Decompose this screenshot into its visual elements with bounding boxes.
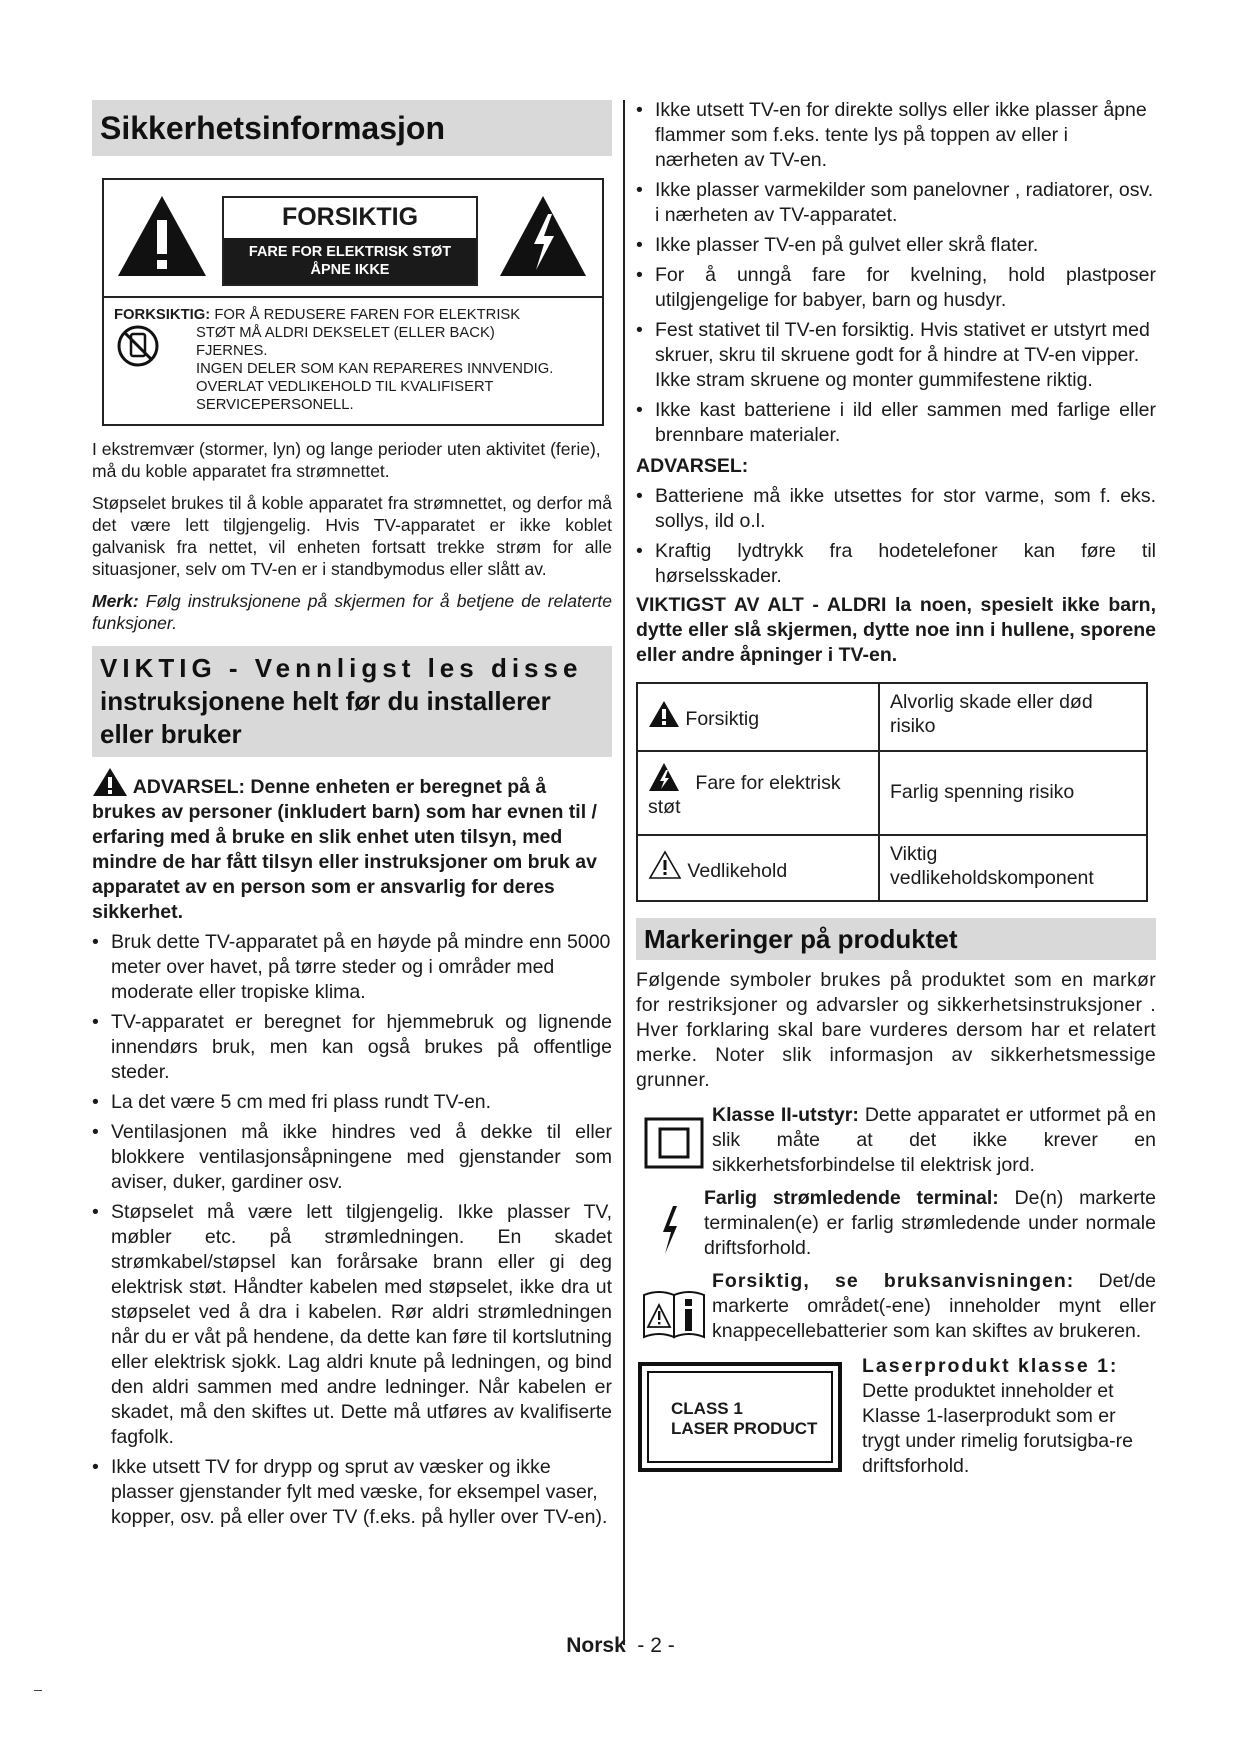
- list-item: • Ikke plasser TV-en på gulvet eller skrå flater.: [636, 233, 1156, 258]
- list-item: • Ikke kast batteriene i ild eller sammen med farlige eller brennbare materialer.: [636, 398, 1156, 448]
- table-cell: [880, 836, 1146, 900]
- list-item: • Ikke utsett TV-en for direkte sollys eller ikke plasser åpne flammer som f.eks. tente lys på toppen av eller i nærheten av TV-en.: [636, 98, 1156, 173]
- laser-label-box: [638, 1362, 842, 1472]
- edge-mark: [34, 1690, 42, 1691]
- table-row: [638, 834, 1146, 900]
- table-cell-text: Forsiktig: [685, 708, 760, 730]
- plug-paragraph: Støpselet brukes til å koble apparatet fra strømnettet, og derfor må det være lett tilgjengelig. Hvis TV-apparatet er ikke koblet galvanisk fra nettet, vil enheten fortsatt trekke strøm for alle situasjoner, selv om TV-en er i standbymodus eller slått av.: [92, 493, 612, 579]
- marking-desc: Det/de markerte området(-ene) inneholder mynt eller knappecellebatterier som kan skiftes av brukeren.: [712, 1270, 1157, 1342]
- list-item: • Ikke plasser varmekilder som panelovner , radiatorer, osv. i nærheten av TV-apparatet.: [636, 178, 1156, 228]
- important-heading-line1: VIKTIG - Vennligst les disse: [100, 653, 583, 683]
- list-item: • Batteriene må ikke utsettes for stor varme, som f. eks. sollys, ild o.l.: [636, 484, 1156, 534]
- list-item: • TV-apparatet er beregnet for hjemmebruk og lignende innendørs bruk, men kan også brukes på offentlige steder.: [92, 1010, 612, 1085]
- caution-sub-line2: ÅPNE IKKE: [310, 262, 390, 278]
- manual-book-icon: [641, 1285, 707, 1341]
- class-ii-square-icon: [644, 1117, 704, 1169]
- left-column: [92, 100, 612, 1530]
- caution-text-line6: SERVICEPERSONELL.: [196, 397, 354, 413]
- marking-desc: Dette apparatet er utformet på en slik måte at det ikke krever en sikkerhetsforbindelse til elektrisk jord.: [712, 1104, 1156, 1176]
- list-item: • Ventilasjonen må ikke hindres ved å dekke til eller blokkere ventilasjonsåpningene med gjenstander som aviser, duker, gardiner osv.: [92, 1120, 612, 1195]
- table-cell: [638, 752, 880, 834]
- list-item: • Ikke utsett TV for drypp og sprut av væsker og ikke plasser gjenstander fylt med væske, for eksempel vaser, kopper, osv. på eller over TV (f.eks. på hyller over TV-en).: [92, 1455, 612, 1530]
- marking-class2-text: [712, 1103, 1156, 1178]
- lightning-warning-icon: [648, 762, 680, 792]
- symbol-table: [636, 682, 1148, 902]
- advarsel-list: [636, 484, 1156, 589]
- laser-label-line1: CLASS 1: [671, 1399, 743, 1418]
- safety-list-right: [636, 98, 1156, 448]
- table-row: [638, 684, 1146, 750]
- most-important-paragraph: VIKTIGST AV ALT - ALDRI la noen, spesielt ikke barn, dytte eller slå skjermen, dytte noe inn i hullene, sporene eller andre åpninger i TV-en.: [636, 594, 1156, 666]
- advarsel-heading: ADVARSEL:: [636, 455, 749, 477]
- caution-header: [104, 180, 602, 298]
- marking-laser: [636, 1354, 1156, 1479]
- caution-box: [102, 178, 604, 426]
- table-row: [638, 750, 1146, 834]
- storm-paragraph: I ekstremvær (stormer, lyn) og lange perioder uten aktivitet (ferie), må du koble apparatet fra strømnettet.: [92, 439, 601, 481]
- note-text: Følg instruksjonene på skjermen for å betjene de relaterte funksjoner.: [92, 591, 612, 633]
- list-item: • For å unngå fare for kvelning, hold plastposer utilgjengelige for babyer, barn og husdyr.: [636, 263, 1156, 313]
- lightning-warning-icon: [498, 194, 588, 278]
- list-item: • Bruk dette TV-apparatet på en høyde på mindre enn 5000 meter over havet, på tørre steder og i områder med moderate eller tropiske klima.: [92, 930, 612, 1005]
- note-paragraph: [92, 590, 612, 634]
- right-column: [636, 98, 1156, 1479]
- table-cell-text: støt: [648, 796, 681, 818]
- caution-subtitle: [224, 238, 476, 284]
- table-cell-text: vedlikeholdskomponent: [890, 867, 1094, 889]
- caution-text-label: FORKSIKTIG:: [114, 307, 211, 323]
- marking-manual-text: [712, 1269, 1156, 1344]
- warning-paragraph: [92, 767, 612, 925]
- footer-language: Norsk: [566, 1634, 626, 1657]
- table-cell: Farlig spenning risiko: [890, 781, 1075, 803]
- important-heading: [92, 646, 612, 757]
- table-cell: [638, 836, 880, 900]
- markings-heading: Markeringer på produktet: [636, 918, 1156, 960]
- safety-list-left: [92, 930, 612, 1530]
- list-item: • La det være 5 cm med fri plass rundt TV-en.: [92, 1090, 612, 1115]
- caution-text-line5: OVERLAT VEDLIKEHOLD TIL KVALIFISERT: [196, 379, 494, 395]
- important-heading-rest: instruksjonene helt før du installerer eller bruker: [100, 686, 551, 749]
- caution-title: FORSIKTIG: [281, 203, 419, 231]
- list-item: • Kraftig lydtrykk fra hodetelefoner kan føre til hørselsskader.: [636, 539, 1156, 589]
- outline-warning-icon: [648, 850, 682, 880]
- marking-live-terminal-text: [704, 1186, 1156, 1261]
- warning-text: ADVARSEL: Denne enheten er beregnet på å brukes av personer (inkludert barn) som har evnen til / erfaring med å bruke en slik enhet uten tilsyn, med mindre de har fått tilsyn eller instruksjoner om bruk av apparatet av en person som er ansvarlig for deres sikkerhet.: [92, 776, 597, 923]
- column-divider: [623, 100, 625, 1645]
- marking-title: Forsiktig, se bruksanvisningen:: [712, 1270, 1075, 1292]
- warning-triangle-icon: [648, 700, 680, 728]
- page-number: - 2 -: [637, 1634, 675, 1657]
- marking-live-terminal: [636, 1186, 1156, 1261]
- marking-title: Laserprodukt klasse 1:: [862, 1355, 1119, 1377]
- marking-manual: [636, 1269, 1156, 1344]
- list-item: • Fest stativet til TV-en forsiktig. Hvis stativet er utstyrt med skruer, skru til skruene godt for å hindre at TV-en vipper. Ikke stram skruene og monter gummifestene riktig.: [636, 318, 1156, 393]
- caution-text-line3: FJERNES.: [196, 343, 268, 359]
- caution-text-line1: FOR Å REDUSERE FAREN FOR ELEKTRISK: [214, 307, 521, 323]
- marking-desc: Dette produktet inneholder et Klasse 1-laserprodukt som er trygt under rimelig forutsigba-re driftsforhold.: [862, 1380, 1133, 1477]
- marking-laser-text: [862, 1354, 1156, 1479]
- list-item: • Støpselet må være lett tilgjengelig. Ikke plasser TV, møbler etc. på strømledningen. En skadet strømkabel/støpsel kan forårsake brann eller gi deg elektrisk støt. Håndter kabelen med støpselet, ikke dra ut støpselet ved å dra i kabelen. Rør aldri strømledningen når du er våt på hendene, da dette kan føre til kortslutning eller elektrisk sjokk. Lag aldri knute på ledningen, og bind den aldri sammen med andre ledninger. Når kabelen er skadet, må den skiftes ut. Dette må utføres av kvalifiserte fagfolk.: [92, 1200, 612, 1450]
- warning-triangle-icon: [92, 767, 128, 797]
- caution-text-line2: STØT MÅ ALDRI DEKSELET (ELLER BACK): [196, 325, 495, 341]
- table-cell-text: Vedlikehold: [687, 860, 788, 882]
- page-title: Sikkerhetsinformasjon: [92, 100, 612, 156]
- marking-title: Klasse II-utstyr:: [712, 1104, 859, 1126]
- table-cell: Alvorlig skade eller død risiko: [890, 691, 1093, 737]
- markings-intro: Følgende symboler brukes på produktet som en markør for restriksjoner og advarsler og sikkerhetsinstruksjoner . Hver forklaring skal bare vurderes dersom har et relatert merke. Noter slik informasjon av sikkerhetsmessige grunner.: [636, 969, 1156, 1091]
- note-label: Merk:: [92, 591, 139, 611]
- laser-label-line2: LASER PRODUCT: [671, 1419, 818, 1438]
- page-footer: [0, 1634, 1241, 1658]
- caution-sub-line1: FARE FOR ELEKTRISK STØT: [248, 244, 452, 260]
- marking-title: Farlig strømledende terminal:: [704, 1187, 999, 1209]
- caution-text: [104, 298, 602, 424]
- caution-text-line4: INGEN DELER SOM KAN REPARERES INNVENDIG.: [196, 361, 554, 377]
- table-cell-text: Fare for elektrisk: [695, 772, 841, 794]
- marking-desc: De(n) markerte terminalen(e) er farlig strømledende under normale driftsforhold.: [704, 1187, 1156, 1259]
- exclamation-warning-icon: [116, 194, 208, 278]
- table-cell: [638, 684, 880, 750]
- no-opening-icon: [116, 324, 160, 368]
- caution-label: [222, 196, 478, 286]
- lightning-bolt-icon: [659, 1204, 681, 1256]
- table-cell-text: Viktig: [890, 843, 938, 865]
- marking-class2: [636, 1103, 1156, 1178]
